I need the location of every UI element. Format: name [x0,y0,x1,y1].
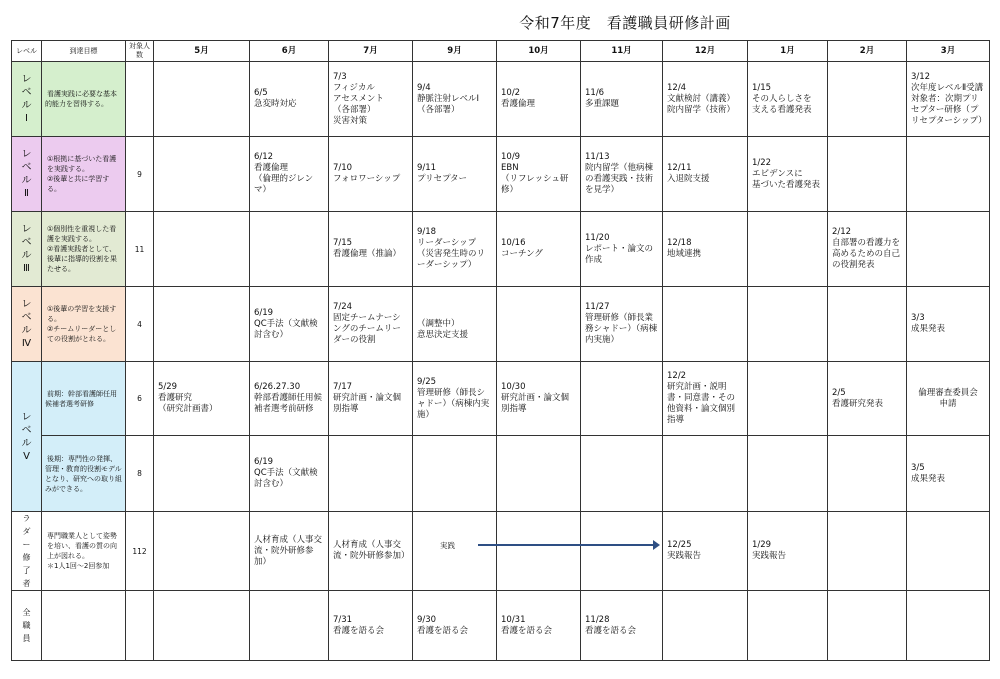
schedule-cell [748,436,828,512]
header-month: 12月 [663,41,748,62]
schedule-cell [154,62,250,137]
count-cell: 112 [126,512,154,591]
schedule-cell: 12/4 文献検討（講義） 院内留学（技術） [663,62,748,137]
page-title-text: 令和7年度 看護職員研修計画 [519,14,731,32]
schedule-cell: 1/29 実践報告 [748,512,828,591]
goal-text: ①根拠に基づいた看護を実践する。 ②後輩と共に学習する。 [42,137,126,212]
schedule-cell [828,591,907,661]
row-all-staff [12,591,990,661]
schedule-cell: 11/13 院内留学（他病棟の看護実践・技術を見学） [581,137,663,212]
header-month: 7月 [329,41,413,62]
schedule-cell [497,436,581,512]
schedule-cell: 1/22 エビデンスに 基づいた看護発表 [748,137,828,212]
schedule-cell: 人材育成（人事交流・院外研修参加） [329,512,413,591]
count-cell: 9 [126,137,154,212]
page-title [0,12,1000,33]
count-cell [126,591,154,661]
schedule-cell: 10/2 看護倫理 [497,62,581,137]
practice-label: 実践 [440,541,455,550]
schedule-cell [154,512,250,591]
goal-text: 専門職業人として姿勢を培い、看護の質の向上が図れる。 ＊1人1回〜2回参加 [42,512,126,591]
schedule-cell [907,512,990,591]
row-level-3 [12,212,990,287]
schedule-cell: 6/12 看護倫理 （倫理的ジレンマ） [250,137,329,212]
schedule-cell: 11/20 レポート・論文の作成 [581,212,663,287]
schedule-cell: 12/25 実践報告 [663,512,748,591]
schedule-cell [581,362,663,436]
schedule-cell: 6/5 急変時対応 [250,62,329,137]
schedule-cell [154,436,250,512]
row-level-4 [12,287,990,362]
header-month: 1月 [748,41,828,62]
schedule-cell: 7/31 看護を語る会 [329,591,413,661]
goal-text: 後期：専門性の発揮、管理・教育的役割モデルとなり、研究への取り組みができる。 [42,436,126,512]
schedule-cell: 10/9 EBN （リフレッシュ研修） [497,137,581,212]
schedule-cell [748,212,828,287]
schedule-cell: 10/31 看護を語る会 [497,591,581,661]
schedule-cell: 7/24 固定チームナーシングのチームリーダーの役割 [329,287,413,362]
schedule-cell: 2/5 看護研究発表 [828,362,907,436]
schedule-cell: 3/5 成果発表 [907,436,990,512]
schedule-cell [907,212,990,287]
header-month: 10月 [497,41,581,62]
schedule-cell [250,591,329,661]
schedule-cell: 3/3 成果発表 [907,287,990,362]
schedule-cell: 12/18 地域連携 [663,212,748,287]
schedule-cell: （調整中） 意思決定支援 [413,287,497,362]
schedule-cell [154,591,250,661]
schedule-cell [663,436,748,512]
header-level: レベル [12,41,42,62]
schedule-cell [828,62,907,137]
level-label: レベルⅢ [12,212,42,287]
schedule-cell [413,512,497,591]
schedule-cell: 9/30 看護を語る会 [413,591,497,661]
schedule-cell: 11/6 多重課題 [581,62,663,137]
schedule-cell [581,436,663,512]
schedule-cell: 10/16 コーチング [497,212,581,287]
level-label: ラダー修了者 [12,512,42,591]
schedule-cell [907,591,990,661]
schedule-cell [748,287,828,362]
schedule-cell [828,512,907,591]
level-label: レベルⅡ [12,137,42,212]
count-cell: 4 [126,287,154,362]
schedule-cell [497,287,581,362]
schedule-cell [154,287,250,362]
schedule-cell: 11/27 管理研修（師長業務シャドー）（病棟内実施） [581,287,663,362]
goal-text: 前期：幹部看護師任用候補者選考研修 [42,362,126,436]
header-row [12,41,990,62]
schedule-cell: 6/19 QC手法（文献検討含む） [250,436,329,512]
schedule-cell: 7/10 フォロワーシップ [329,137,413,212]
schedule-cell: 7/3 フィジカル アセスメント （各部署） 災害対策 [329,62,413,137]
row-level-1 [12,62,990,137]
schedule-cell [748,362,828,436]
schedule-cell [828,436,907,512]
header-month: 3月 [907,41,990,62]
header-month: 5月 [154,41,250,62]
level-label: レベルⅣ [12,287,42,362]
level-label: レベルⅤ [12,362,42,512]
schedule-cell [748,591,828,661]
count-cell: 8 [126,436,154,512]
practice-arrow [478,544,654,546]
schedule-cell: 9/18 リーダーシップ （災害発生時のリーダーシップ） [413,212,497,287]
schedule-cell: 人材育成（人事交流・院外研修参加） [250,512,329,591]
schedule-cell: 12/11 入退院支援 [663,137,748,212]
header-month: 11月 [581,41,663,62]
schedule-cell [154,137,250,212]
schedule-cell [828,137,907,212]
level-label: レベルⅠ [12,62,42,137]
schedule-cell: 3/12 次年度レベルⅡ受講対象者：次期プリセプター研修（プリセプターシップ） [907,62,990,137]
count-cell: 11 [126,212,154,287]
header-month: 9月 [413,41,497,62]
schedule-cell: 11/28 看護を語る会 [581,591,663,661]
schedule-cell: 5/29 看護研究 （研究計画書） [154,362,250,436]
schedule-cell [250,212,329,287]
goal-text: 看護実践に必要な基本的能力を習得する。 [42,62,126,137]
schedule-cell [907,137,990,212]
schedule-cell [828,287,907,362]
training-plan-table [11,40,990,661]
schedule-cell [581,512,663,591]
level-label: 全職員 [12,591,42,661]
goal-text [42,591,126,661]
schedule-cell [154,212,250,287]
schedule-cell [413,436,497,512]
count-cell: 6 [126,362,154,436]
schedule-cell: 9/4 静脈注射レベルⅠ （各部署） [413,62,497,137]
schedule-cell: 1/15 その人らしさを 支える看護発表 [748,62,828,137]
schedule-cell [329,436,413,512]
header-count: 対象人数 [126,41,154,62]
row-ladder-completers [12,512,990,591]
schedule-cell [663,287,748,362]
schedule-cell [497,512,581,591]
goal-text: ①個別性を重視した看護を実践する。 ②看護実践者として、後輩に指導的役割を果たせる。 [42,212,126,287]
schedule-cell: 9/11 プリセプター [413,137,497,212]
schedule-cell: 6/19 QC手法（文献検討含む） [250,287,329,362]
header-goal: 到達目標 [42,41,126,62]
schedule-cell: 9/25 管理研修（師長シャドー）（病棟内実施） [413,362,497,436]
schedule-cell: 7/17 研究計画・論文個別指導 [329,362,413,436]
schedule-cell: 2/12 自部署の看護力を高めるための自己の役割発表 [828,212,907,287]
schedule-cell: 12/2 研究計画・説明書・同意書・その他資料・論文個別指導 [663,362,748,436]
schedule-cell [663,591,748,661]
header-month: 2月 [828,41,907,62]
goal-text: ①後輩の学習を支援する。 ②チームリーダーとしての役割がとれる。 [42,287,126,362]
row-level-5-second [12,436,990,512]
schedule-cell: 6/26.27.30 幹部看護師任用候補者選考前研修 [250,362,329,436]
schedule-cell: 倫理審査委員会 申請 [907,362,990,436]
row-level-2 [12,137,990,212]
header-month: 6月 [250,41,329,62]
count-cell [126,62,154,137]
schedule-cell: 10/30 研究計画・論文個別指導 [497,362,581,436]
row-level-5-first [12,362,990,436]
schedule-cell: 7/15 看護倫理（推論） [329,212,413,287]
